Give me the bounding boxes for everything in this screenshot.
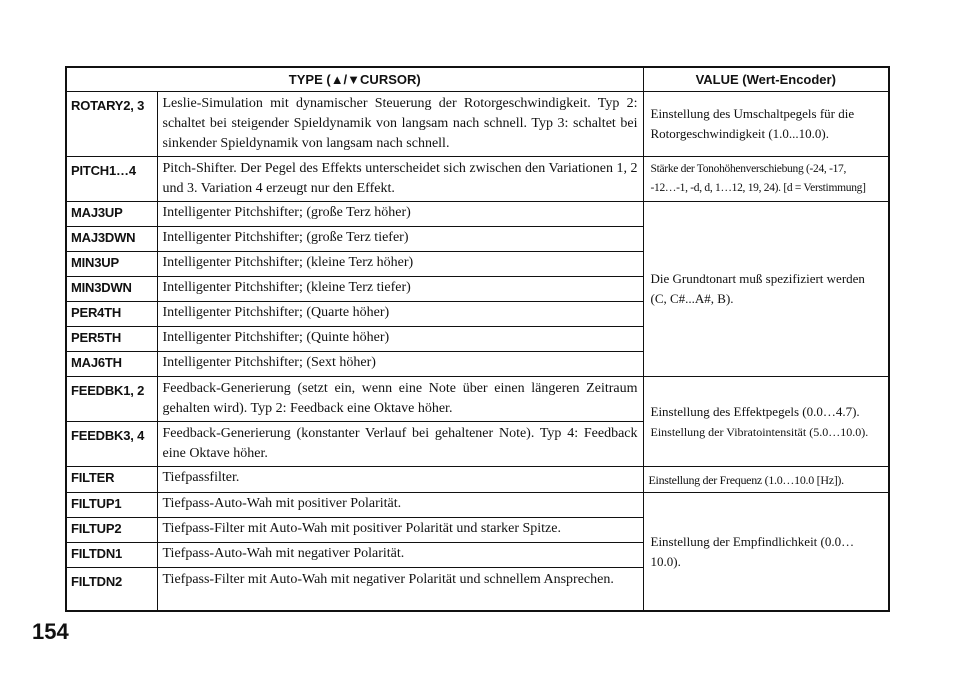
effect-type: PER5TH xyxy=(66,327,157,352)
effect-description: Tiefpass-Auto-Wah mit positiver Polarität. xyxy=(157,493,643,518)
effect-type: FILTUP1 xyxy=(66,493,157,518)
type-column-header: TYPE (▲/▼CURSOR) xyxy=(66,67,643,92)
table-row xyxy=(66,157,889,202)
effect-description: Intelligenter Pitchshifter; (kleine Terz tiefer) xyxy=(157,277,643,302)
effect-type: MIN3DWN xyxy=(66,277,157,302)
effect-type: FILTDN2 xyxy=(66,568,157,612)
effect-description: Intelligenter Pitchshifter; (Sext höher) xyxy=(157,352,643,377)
effect-value: Stärke der Tonohöhenverschiebung (-24, -17, -12…-1, -d, d, 1…12, 19, 24). [d = Verstimmung] xyxy=(643,157,889,202)
effect-value: Einstellung der Empfindlichkeit (0.0…10.0). xyxy=(643,493,889,612)
effect-type: MAJ3UP xyxy=(66,202,157,227)
value-column-header: VALUE (Wert-Encoder) xyxy=(643,67,889,92)
effect-description: Feedback-Generierung (setzt ein, wenn eine Note über einen längeren Zeitraum gehalten wird). Typ 2: Feedback eine Oktave höher. xyxy=(157,377,643,422)
effect-value-line: Einstellung des Effektpegels (0.0…4.7). xyxy=(650,403,860,419)
effect-description: Intelligenter Pitchshifter; (kleine Terz höher) xyxy=(157,252,643,277)
effect-type: MAJ6TH xyxy=(66,352,157,377)
effect-value: Die Grundtonart muß spezifiziert werden (C, C#...A#, B). xyxy=(643,202,889,377)
effect-value: Einstellung der Frequenz (1.0…10.0 [Hz]). xyxy=(643,467,889,493)
table-row xyxy=(66,493,889,518)
effect-description: Tiefpassfilter. xyxy=(157,467,643,493)
effect-description: Tiefpass-Filter mit Auto-Wah mit positiver Polarität und starker Spitze. xyxy=(157,518,643,543)
effect-value xyxy=(643,377,889,467)
effect-type: FILTER xyxy=(66,467,157,493)
effect-description: Intelligenter Pitchshifter; (große Terz höher) xyxy=(157,202,643,227)
effect-description: Pitch-Shifter. Der Pegel des Effekts unterscheidet sich zwischen den Variationen 1, 2 und 3. Variation 4 erzeugt nur den Effekt. xyxy=(157,157,643,202)
effect-type: FILTUP2 xyxy=(66,518,157,543)
effect-type: MAJ3DWN xyxy=(66,227,157,252)
effect-type: MIN3UP xyxy=(66,252,157,277)
effect-type: PER4TH xyxy=(66,302,157,327)
effect-description: Intelligenter Pitchshifter; (Quinte höher) xyxy=(157,327,643,352)
effect-value: Einstellung des Umschaltpegels für die Rotorgeschwindigkeit (1.0...10.0). xyxy=(643,92,889,157)
effect-type: PITCH1…4 xyxy=(66,157,157,202)
effect-description: Leslie-Simulation mit dynamischer Steuerung der Rotorgeschwindigkeit. Typ 2: schaltet bei steigender Spieldynamik von langsam nach schnell. Typ 3: schaltet bei sinkender Spieldynamik von langsam nach schnell. xyxy=(157,92,643,157)
effect-value-line: Einstellung der Vibratointensität (5.0…10.0). xyxy=(650,424,869,439)
effect-type: ROTARY2, 3 xyxy=(66,92,157,157)
effect-type: FEEDBK3, 4 xyxy=(66,422,157,467)
effect-description: Intelligenter Pitchshifter; (große Terz tiefer) xyxy=(157,227,643,252)
effect-description: Intelligenter Pitchshifter; (Quarte höher) xyxy=(157,302,643,327)
table-row xyxy=(66,202,889,227)
effect-description: Feedback-Generierung (konstanter Verlauf bei gehaltener Note). Typ 4: Feedback eine Oktave höher. xyxy=(157,422,643,467)
table-row xyxy=(66,92,889,157)
page-number: 154 xyxy=(32,619,69,644)
effect-types-table xyxy=(65,66,890,612)
effect-type: FILTDN1 xyxy=(66,543,157,568)
effect-description: Tiefpass-Filter mit Auto-Wah mit negativer Polarität und schnellem Ansprechen. xyxy=(157,568,643,612)
table-row xyxy=(66,377,889,422)
effect-type: FEEDBK1, 2 xyxy=(66,377,157,422)
table-header-row xyxy=(66,67,889,92)
table-row xyxy=(66,467,889,493)
effect-description: Tiefpass-Auto-Wah mit negativer Polarität. xyxy=(157,543,643,568)
